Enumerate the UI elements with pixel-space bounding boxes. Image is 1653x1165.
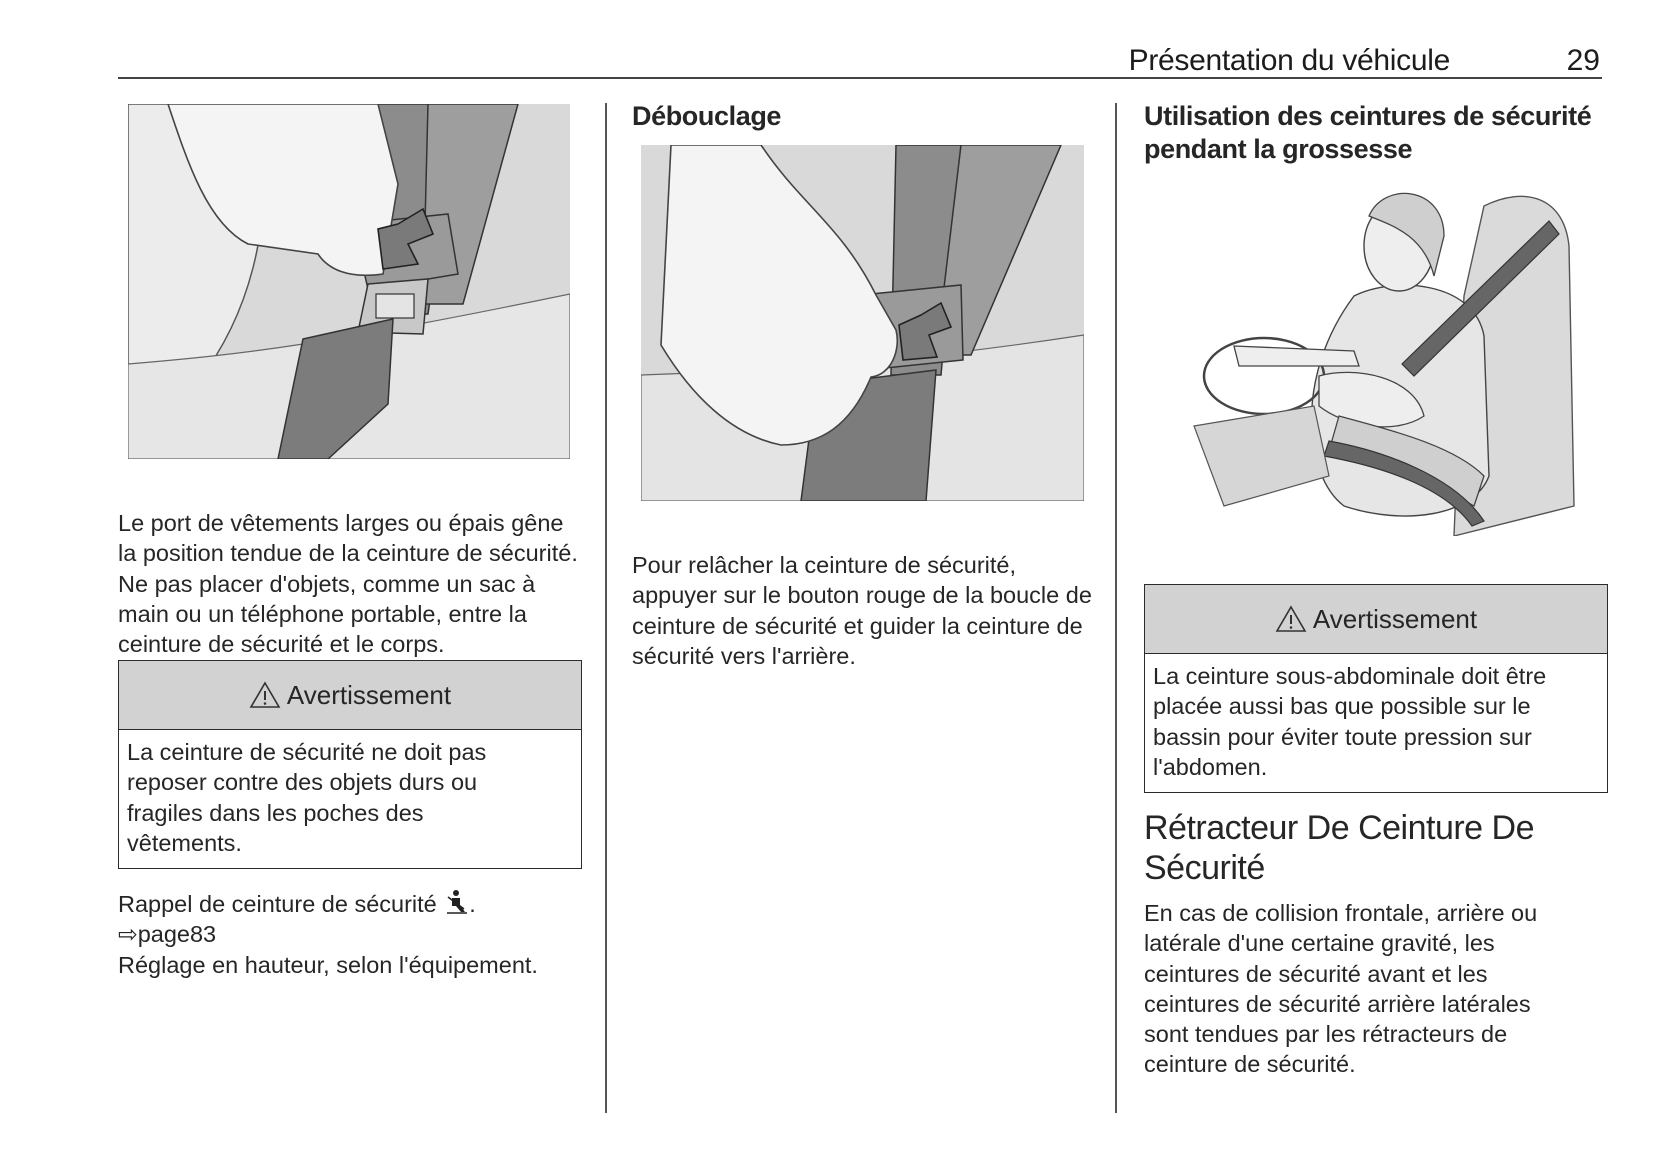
warning-header bbox=[1145, 585, 1607, 654]
pregnant-driver-illustration bbox=[1154, 176, 1597, 536]
figure-belt-insert bbox=[128, 104, 570, 459]
figure-pregnant-driver bbox=[1154, 176, 1597, 536]
warning-box-pregnancy bbox=[1144, 584, 1608, 793]
column-divider bbox=[605, 103, 607, 1113]
page-reference-link[interactable]: ⇨page83 bbox=[118, 921, 217, 948]
retractor-section-heading: Rétracteur De Ceinture De Sécurité bbox=[1144, 809, 1535, 887]
reminder-block bbox=[118, 889, 598, 980]
belt-release-illustration bbox=[641, 145, 1084, 501]
warning-header bbox=[119, 661, 581, 730]
height-adjust-text: Réglage en hauteur, selon l'équipement. bbox=[118, 951, 538, 978]
warning-triangle-icon bbox=[249, 681, 281, 709]
header-rule bbox=[118, 77, 1602, 79]
column-divider bbox=[1115, 103, 1117, 1113]
warning-title: Avertissement bbox=[1312, 603, 1478, 634]
release-paragraph: Pour relâcher la ceinture de sécurité, appuyer sur le bouton rouge de la boucle de ceinture de sécurité et guider la ceinture de sécurité vers l'arrière. bbox=[632, 552, 1092, 669]
belt-insert-illustration bbox=[128, 104, 570, 459]
seatbelt-reminder-icon bbox=[443, 889, 469, 915]
unbuckling-heading: Débouclage bbox=[632, 101, 782, 131]
pregnancy-heading: Utilisation des ceintures de sécurité pendant la grossesse bbox=[1144, 101, 1592, 164]
page-section-title: Présentation du véhicule bbox=[1128, 44, 1450, 77]
page-number: 29 bbox=[1566, 44, 1600, 77]
warning-triangle-icon bbox=[1275, 605, 1307, 633]
clothing-paragraph: Le port de vêtements larges ou épais gêne la position tendue de la ceinture de sécurité. Ne pas placer d'objets, comme un sac à main ou un téléphone portable, entre la ceinture de sécurité et le corps. bbox=[118, 510, 578, 658]
warning-text: La ceinture de sécurité ne doit pas reposer contre des objets durs ou fragiles dans les poches des vêtements. bbox=[127, 739, 487, 856]
retractor-paragraph: En cas de collision frontale, arrière ou latérale d'une certaine gravité, les ceintures de sécurité avant et les ceintures de sécurité arrière latérales sont tendues par les rétracteurs de ceinture de sécurité. bbox=[1144, 900, 1538, 1078]
warning-title: Avertissement bbox=[286, 679, 452, 710]
figure-belt-release bbox=[641, 145, 1084, 501]
warning-text: La ceinture sous-abdominale doit être placée aussi bas que possible sur le bassin pour éviter toute pression sur l'abdomen. bbox=[1153, 663, 1547, 780]
seatbelt-reminder-text: Rappel de ceinture de sécurité bbox=[118, 891, 437, 917]
warning-box-hard-objects bbox=[118, 660, 582, 869]
reminder-suffix: . bbox=[469, 891, 476, 917]
